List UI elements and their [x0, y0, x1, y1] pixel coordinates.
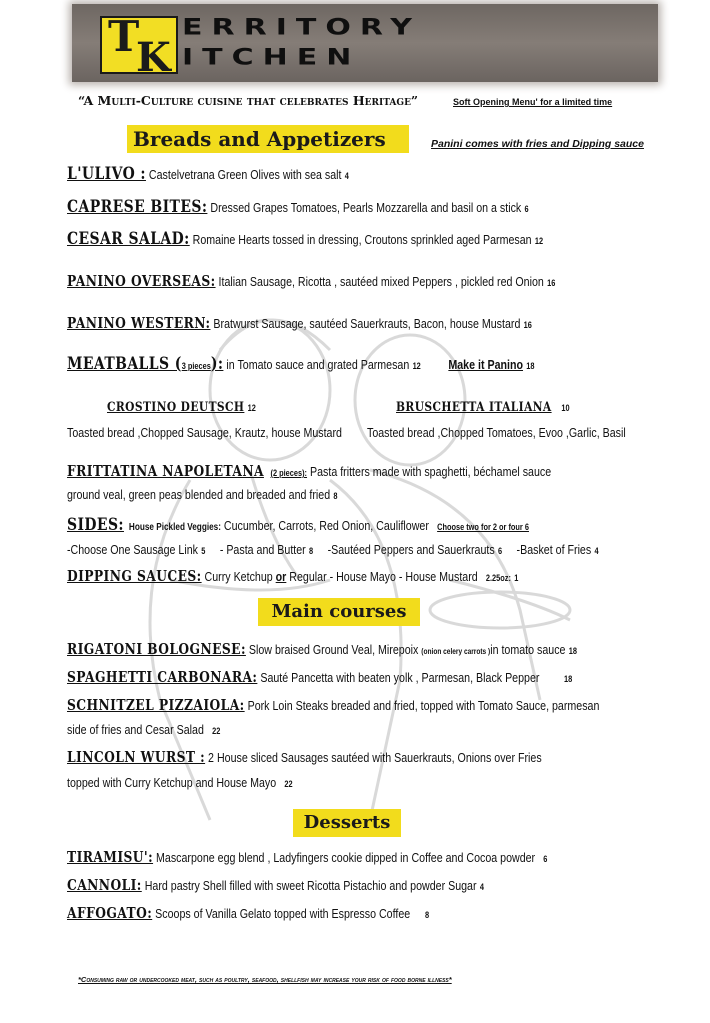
item-note: (onion celery carrots ): [421, 647, 491, 656]
item-name: DIPPING SAUCES:: [67, 567, 202, 585]
item-desc: ground veal, green peas blended and breaded and fried: [67, 487, 331, 502]
food-safety-footnote: *Consuming raw or undercooked meat, such as poultry, seafood, shellfish may increase your risk of food borne illness*: [78, 975, 452, 984]
header-banner: [72, 4, 658, 82]
lincoln-desc2: [67, 775, 293, 790]
item-desc: Mascarpone egg blend , Ladyfingers cookie dipped in Coffee and Cocoa powder: [153, 850, 536, 865]
item-desc: in Tomato sauce and grated Parmesan: [223, 357, 410, 372]
item-name: CROSTINO DEUTSCH: [107, 400, 245, 415]
item-name: MEATBALLS (: [67, 354, 182, 374]
item-name: AFFOGATO:: [67, 904, 153, 922]
menu-item-frittatina: [67, 462, 551, 480]
item-price: 8: [333, 491, 338, 501]
item-name-end: ):: [210, 354, 224, 374]
choose-note: Choose two for 2 or four 6: [437, 522, 529, 532]
schnitzel-desc2: [67, 722, 220, 737]
section-title-breads: Breads and Appetizers: [127, 125, 409, 153]
menu-item-meatballs: [67, 354, 535, 374]
item-name: SPAGHETTI CARBONARA:: [67, 668, 258, 686]
tagline: “A Multi-Culture cuisine that celebrates Heritage”: [78, 93, 419, 108]
item-price: 18: [568, 646, 577, 656]
item-name: LINCOLN WURST :: [67, 748, 206, 766]
item-desc: Curry Ketchup: [201, 569, 276, 584]
item-desc: Pasta fritters made with spaghetti, béchamel sauce: [307, 464, 552, 479]
make-it-panino: Make it Panino: [448, 357, 524, 372]
side-option: -Sautéed Peppers and Sauerkrauts: [327, 542, 495, 557]
item-price: 12: [412, 361, 421, 371]
side-price: 5: [201, 546, 206, 556]
item-price: 22: [284, 779, 293, 789]
item-price: 10: [561, 403, 570, 413]
item-desc: Regular - House Mayo - House Mustard: [286, 569, 478, 584]
item-name: TIRAMISU':: [67, 848, 154, 866]
panini-note: Panini comes with fries and Dipping sauce: [431, 138, 644, 150]
item-price: 6: [543, 854, 548, 864]
item-name: RIGATONI BOLOGNESE:: [67, 640, 246, 658]
menu-item-panino-western: [67, 314, 532, 332]
menu-item-schnitzel: [67, 696, 599, 714]
item-name: CAPRESE BITES:: [67, 197, 208, 217]
menu-item-bruschetta-title: [396, 399, 570, 415]
item-desc: Scoops of Vanilla Gelato topped with Espresso Coffee: [152, 906, 411, 921]
soft-opening-note: Soft Opening Menu' for a limited time: [453, 97, 613, 107]
item-desc: Hard pastry Shell filled with sweet Ricotta Pistachio and powder Sugar: [141, 878, 477, 893]
item-desc: Dressed Grapes Tomatoes, Pearls Mozzarella and basil on a stick: [207, 200, 522, 215]
bruschetta-desc: Toasted bread ,Chopped Tomatoes, Evoo ,Garlic, Basil: [367, 425, 626, 440]
item-price: 12: [534, 236, 544, 246]
side-price: 8: [309, 546, 314, 556]
item-desc2: in tomato sauce: [490, 642, 566, 657]
item-desc: side of fries and Cesar Salad: [67, 722, 204, 737]
menu-item-carbonara: [67, 668, 572, 686]
crostino-desc: Toasted bread ,Chopped Sausage, Krautz, house Mustard: [67, 425, 342, 440]
item-name: PANINO OVERSEAS:: [67, 272, 216, 290]
sides-options: [67, 542, 599, 557]
item-price: 4: [344, 171, 349, 181]
menu-item-dipping-sauces: [67, 567, 518, 585]
menu-item-affogato: [67, 904, 429, 922]
item-name: BRUSCHETTA ITALIANA: [396, 400, 552, 415]
item-name: SIDES:: [67, 515, 124, 535]
side-option: -Basket of Fries: [516, 542, 592, 557]
section-title-desserts: Desserts: [293, 809, 401, 837]
item-count: (2 pieces):: [270, 468, 308, 478]
menu-item-cesar: [67, 229, 543, 249]
item-name: CESAR SALAD:: [67, 229, 190, 249]
menu-item-rigatoni: [67, 640, 577, 658]
item-desc: topped with Curry Ketchup and House Mayo: [67, 775, 277, 790]
item-price: 4: [479, 882, 484, 892]
side-option: -Choose One Sausage Link: [67, 542, 198, 557]
menu-item-sides: [67, 515, 529, 535]
menu-item-panino-overseas: [67, 272, 555, 290]
side-price: 4: [594, 546, 599, 556]
logo-letter-t: T: [108, 12, 140, 61]
menu-item-lincoln-wurst: [67, 748, 542, 766]
item-desc: Sauté Pancetta with beaten yolk , Parmesan, Black Pepper: [257, 670, 540, 685]
side-option: - Pasta and Butter: [219, 542, 306, 557]
frittatina-desc2: [67, 487, 338, 502]
logo-letter-k: K: [136, 34, 171, 81]
item-desc: Romaine Hearts tossed in dressing, Croutons sprinkled aged Parmesan: [189, 232, 532, 247]
panino-price: 18: [526, 361, 535, 371]
item-desc: Slow braised Ground Veal, Mirepoix: [245, 642, 422, 657]
item-price: 22: [212, 726, 221, 736]
item-desc: 2 House sliced Sausages sautéed with Sauerkrauts, Onions over Fries: [205, 750, 542, 765]
side-price: 6: [497, 546, 503, 556]
item-price: 8: [424, 910, 430, 920]
item-name: PANINO WESTERN:: [67, 314, 211, 332]
item-name: FRITTATINA NAPOLETANA: [67, 462, 264, 480]
restaurant-name-line2: ITCHEN: [182, 44, 361, 71]
pickled-label: House Pickled Veggies:: [128, 522, 221, 533]
item-desc: Pork Loin Steaks breaded and fried, topped with Tomato Sauce, parmesan: [244, 698, 600, 713]
menu-item-cannoli: [67, 876, 484, 894]
size: 2.25oz:: [485, 573, 511, 583]
item-price: 6: [524, 204, 529, 214]
item-price: 12: [247, 403, 256, 413]
item-desc: Bratwurst Sausage, sautéed Sauerkrauts, Bacon, house Mustard: [210, 316, 521, 331]
item-price: 18: [564, 674, 573, 684]
logo: [100, 12, 178, 81]
menu-item-tiramisu: [67, 848, 547, 866]
item-name: L'ULIVO :: [67, 164, 146, 184]
item-desc: Italian Sausage, Ricotta , sautéed mixed Peppers , pickled red Onion: [215, 274, 544, 289]
pickled-desc: Cucumber, Carrots, Red Onion, Cauliflower: [220, 518, 429, 533]
item-price: 16: [523, 320, 532, 330]
item-price: 16: [547, 278, 556, 288]
section-title-mains: Main courses: [258, 598, 420, 626]
item-count: 3 pieces: [181, 361, 211, 371]
menu-item-caprese: [67, 197, 529, 217]
menu-item-crostino-title: [107, 399, 256, 415]
item-name: CANNOLI:: [67, 876, 142, 894]
or-word: or: [275, 569, 287, 584]
menu-item-lulivo: [67, 164, 349, 184]
restaurant-name-line1: ERRITORY: [182, 14, 422, 41]
item-name: SCHNITZEL PIZZAIOLA:: [67, 696, 245, 714]
item-desc: Castelvetrana Green Olives with sea salt: [145, 167, 342, 182]
item-price: 1: [514, 573, 519, 583]
